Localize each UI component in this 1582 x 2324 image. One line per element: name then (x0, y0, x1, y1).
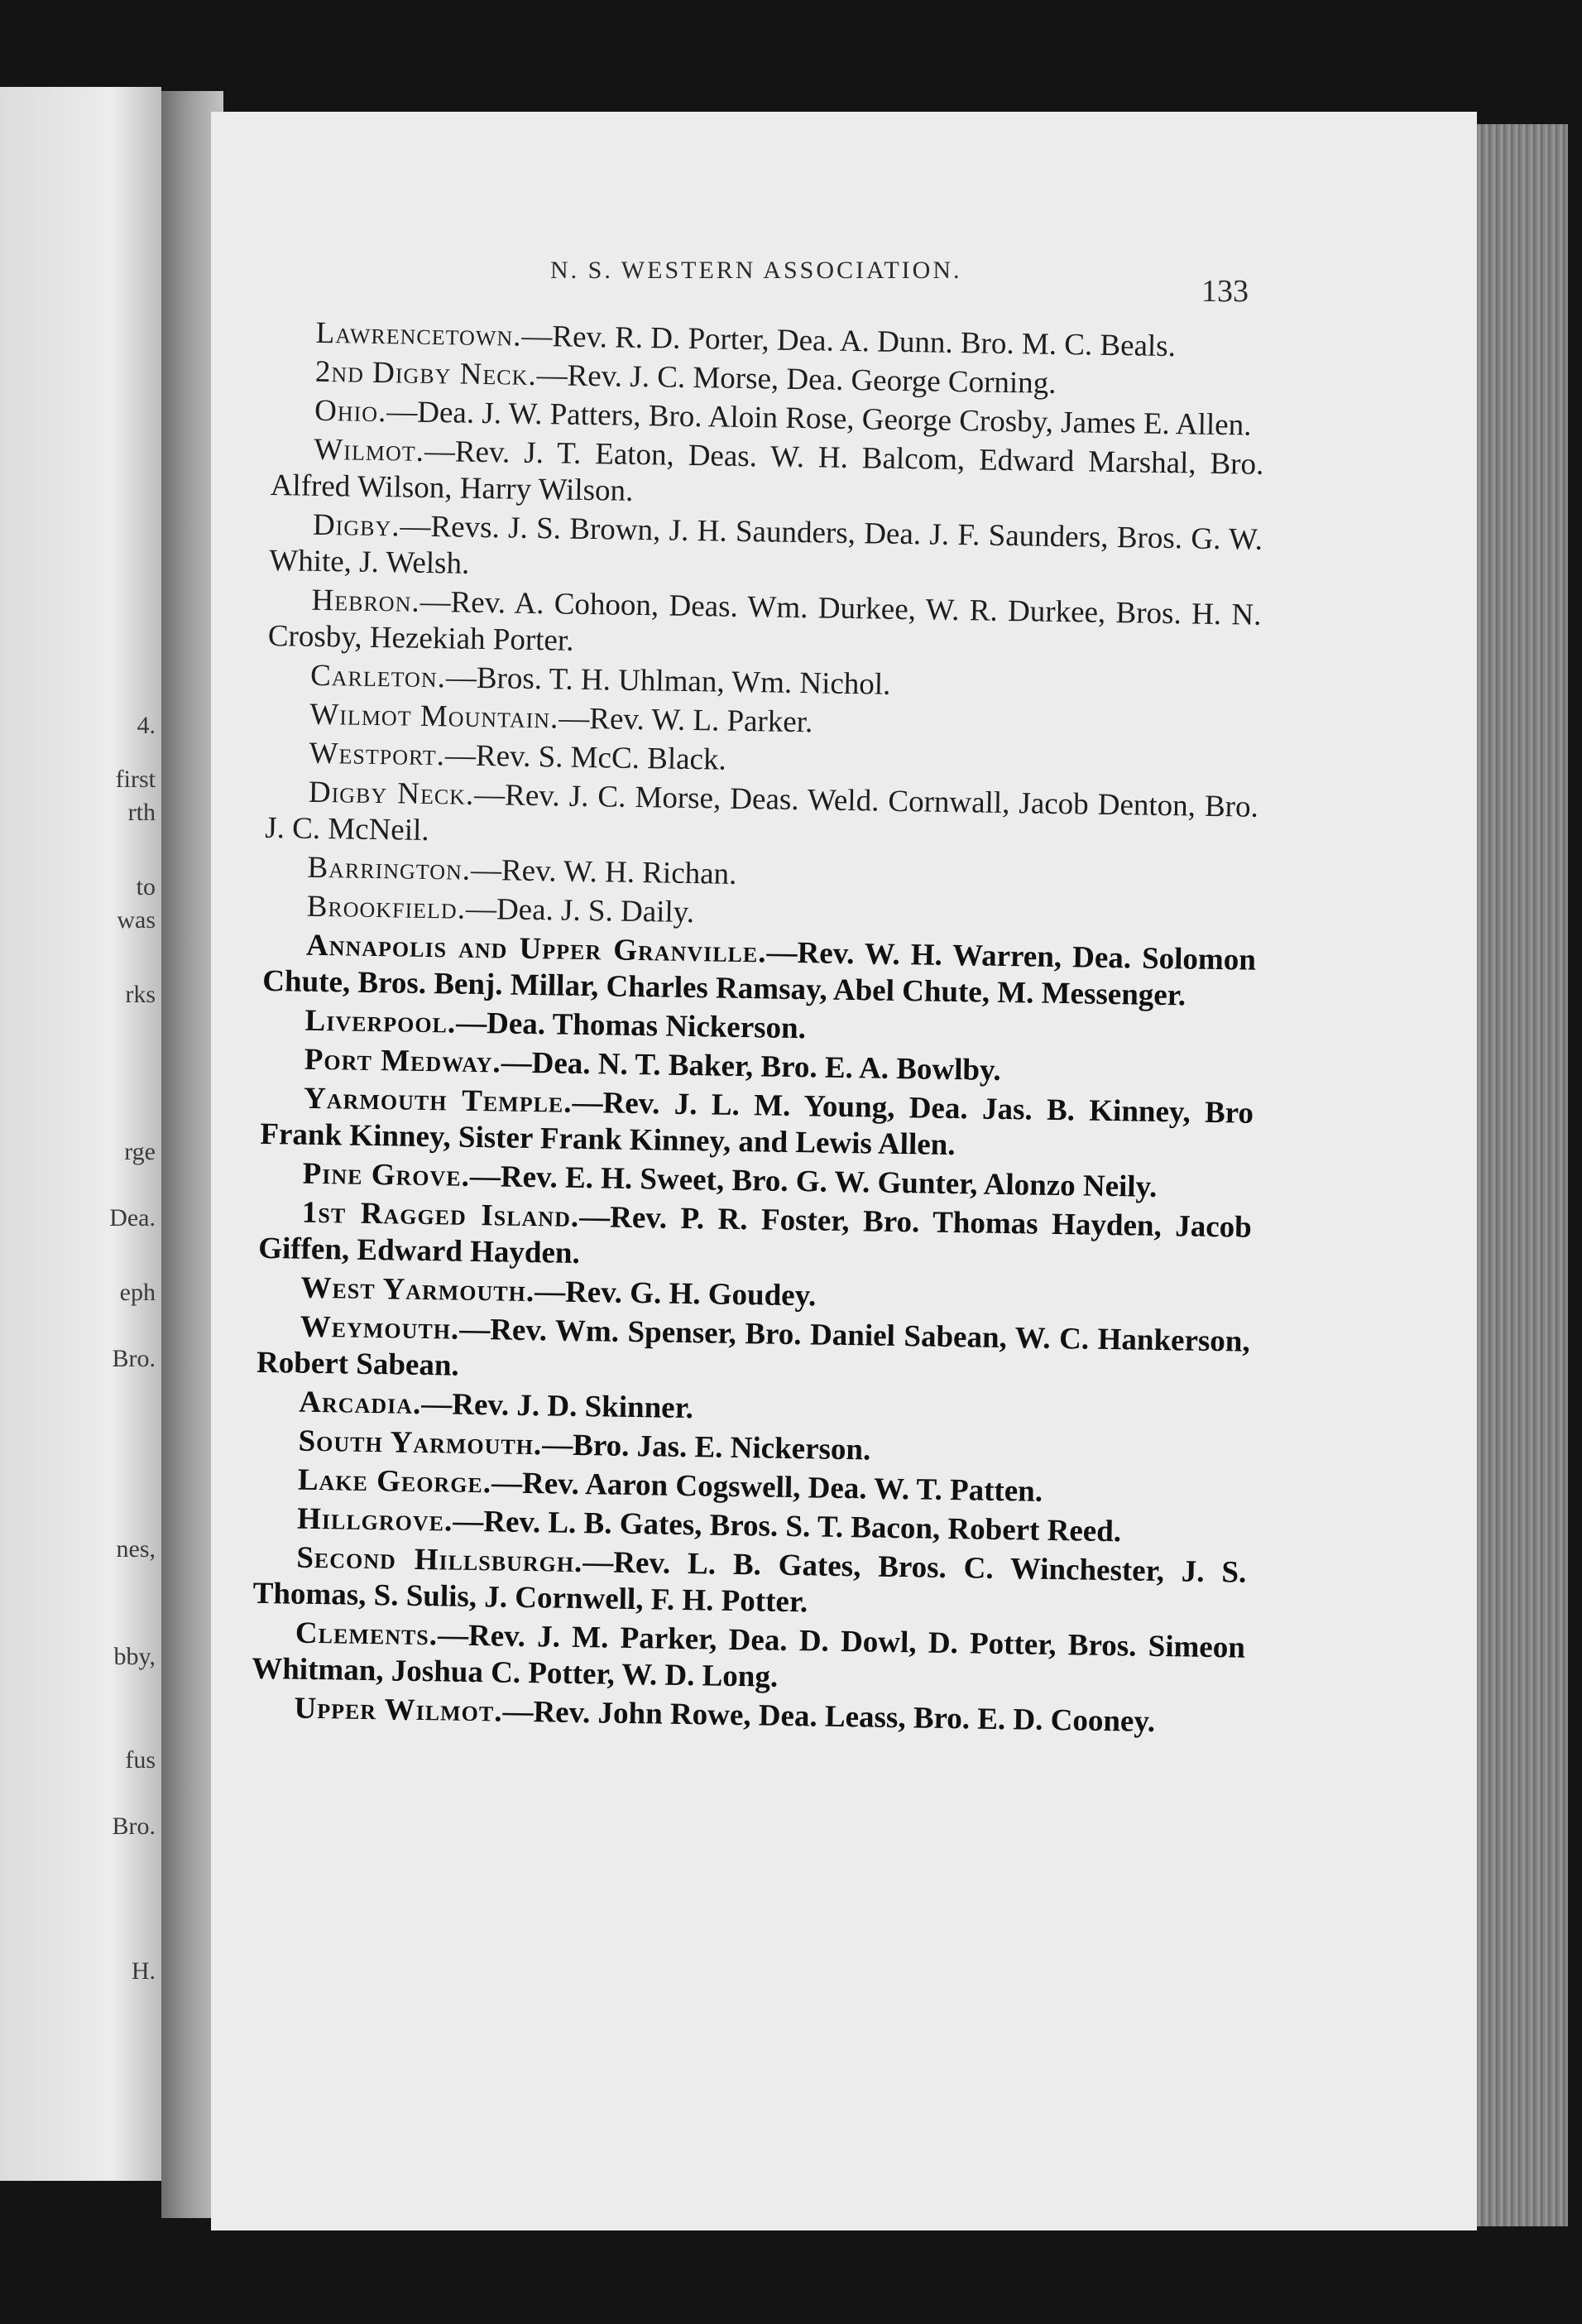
church-name: Digby Neck. (308, 775, 475, 812)
left-page-fragment: Bro. (112, 1813, 156, 1840)
delegate-entry (265, 774, 1258, 862)
left-page-fragment: 4. (137, 712, 156, 739)
delegate-entry (268, 582, 1262, 670)
delegate-names: —Rev. R. D. Porter, Dea. A. Dunn. Bro. M. C. Beals. (521, 319, 1177, 364)
left-page-fragment: Dea. (109, 1204, 156, 1232)
delegate-names: —Bro. Jas. E. Nickerson. (541, 1428, 871, 1467)
delegate-entry (270, 431, 1263, 520)
delegate-names: —Rev. L. B. Gates, Bros. S. T. Bacon, Robert Reed. (452, 1504, 1122, 1549)
page-number: 133 (1201, 274, 1249, 309)
delegate-names: —Rev. John Rowe, Dea. Leass, Bro. E. D. Cooney. (502, 1694, 1156, 1739)
church-name: Westport. (309, 736, 446, 773)
left-page-fragment: Bro. (112, 1345, 156, 1372)
church-name: West Yarmouth. (300, 1270, 535, 1309)
left-page-fragment: eph (119, 1279, 156, 1306)
delegate-entry (269, 507, 1263, 595)
church-name: Clements. (295, 1616, 439, 1653)
left-page-fragment: to (136, 873, 156, 900)
left-page-fragment: nes, (116, 1535, 156, 1563)
church-name: Arcadia. (299, 1385, 422, 1421)
left-page-fragment: bby, (113, 1643, 156, 1670)
left-page-fragment: first (115, 766, 156, 793)
church-name: Carleton. (309, 658, 447, 695)
delegate-names: —Rev. W. L. Parker. (558, 701, 813, 740)
delegate-names: —Rev. S. McC. Black. (444, 738, 727, 777)
church-name: South Yarmouth. (298, 1424, 543, 1462)
left-page (0, 87, 161, 2181)
church-name: Hillgrove. (296, 1501, 453, 1539)
delegate-names: —Rev. L. B. Gates, Bros. C. Winchester, J. S. Thomas, S. Sulis, J. Cornwell, F. H. Potter. (252, 1545, 1247, 1620)
delegate-names: —Rev. J. C. Morse, Dea. George Corning. (536, 358, 1057, 401)
delegate-names: —Rev. Wm. Spenser, Bro. Daniel Sabean, W. C. Hankerson, Robert Sabean. (256, 1312, 1250, 1383)
church-name: Liverpool. (304, 1003, 457, 1040)
left-page-fragment: rth (127, 799, 156, 826)
church-name: 2nd Digby Neck. (314, 354, 538, 393)
delegate-names: —Revs. J. S. Brown, J. H. Saunders, Dea. J. F. Saunders, Bros. G. W. White, J. Welsh. (269, 509, 1263, 581)
church-name: Barrington. (307, 850, 472, 887)
church-name: Brookfield. (306, 889, 467, 926)
delegate-names: —Rev. J. C. Morse, Deas. Weld. Cornwall, Jacob Denton, Bro. J. C. McNeil. (264, 777, 1259, 848)
delegate-names: —Dea. N. T. Baker, Bro. E. A. Bowlby. (501, 1045, 1002, 1088)
church-name: Hebron. (311, 583, 420, 619)
delegate-entry (252, 1539, 1246, 1628)
delegate-entry (256, 1308, 1250, 1397)
delegate-names: —Rev. J. T. Eaton, Deas. W. H. Balcom, Edward Marshal, Bro. Alfred Wilson, Harry Wilson. (270, 434, 1264, 508)
delegate-names: —Rev. J. L. M. Young, Dea. Jas. B. Kinney, Bro Frank Kinney, Sister Frank Kinney, and Lewis Allen. (260, 1085, 1254, 1163)
delegate-names: —Rev. A. Cohoon, Deas. Wm. Durkee, W. R. Durkee, Bros. H. N. Crosby, Hezekiah Porter. (267, 584, 1262, 658)
church-name: Ohio. (314, 393, 387, 430)
left-page-fragment: rge (124, 1138, 156, 1165)
delegate-names: —Bros. T. H. Uhlman, Wm. Nichol. (445, 660, 891, 702)
church-name: Yarmouth Temple. (303, 1081, 573, 1120)
church-name: Wilmot. (314, 432, 425, 468)
church-name: Port Medway. (304, 1042, 502, 1080)
delegate-entry (260, 1080, 1254, 1169)
delegate-entry (262, 927, 1256, 1016)
left-page-fragment: rks (125, 981, 156, 1008)
church-name: Upper Wilmot. (294, 1691, 503, 1729)
church-name: Digby. (312, 507, 400, 544)
page-edges (1477, 124, 1568, 2226)
church-name: Weymouth. (300, 1309, 460, 1347)
delegate-names: —Rev. J. D. Skinner. (421, 1386, 694, 1426)
delegate-names: —Rev. E. H. Sweet, Bro. G. W. Gunter, Alonzo Neily. (469, 1159, 1158, 1204)
church-name: Second Hillsburgh. (296, 1540, 583, 1580)
delegate-names: —Rev. J. M. Parker, Dea. D. Dowl, D. Potter, Bros. Simeon Whitman, Joshua C. Potter, W. D. Long. (251, 1618, 1246, 1694)
delegate-names: —Dea. J. S. Daily. (465, 891, 695, 930)
delegate-entry (252, 1615, 1245, 1703)
delegate-names: —Dea. J. W. Patters, Bro. Aloin Rose, George Crosby, James E. Allen. (386, 395, 1252, 443)
church-name: Annapolis and Upper Granville. (305, 928, 767, 970)
delegate-names: —Rev. Aaron Cogswell, Dea. W. T. Patten. (491, 1466, 1043, 1509)
running-head: N. S. WESTERN ASSOCIATION. (550, 257, 962, 284)
church-delegate-list (251, 315, 1266, 1745)
church-name: Lawrencetown. (315, 315, 522, 353)
church-name: Wilmot Mountain. (309, 697, 559, 736)
delegate-names: —Rev. W. H. Warren, Dea. Solomon Chute, Bros. Benj. Millar, Charles Ramsay, Abel Chute, M. Messenger. (262, 935, 1257, 1013)
delegate-names: —Rev. W. H. Richan. (470, 852, 737, 891)
delegate-entry (258, 1194, 1252, 1283)
left-page-fragment: fus (125, 1746, 156, 1774)
left-page-fragment: H. (131, 1957, 156, 1985)
delegate-names: —Rev. P. R. Foster, Bro. Thomas Hayden, Jacob Giffen, Edward Hayden. (257, 1199, 1253, 1270)
delegate-names: —Dea. Thomas Nickerson. (455, 1006, 807, 1046)
church-name: Lake George. (297, 1462, 492, 1501)
church-name: Pine Grove. (302, 1156, 471, 1193)
church-name: 1st Ragged Island. (301, 1195, 580, 1234)
delegate-names: —Rev. G. H. Goudey. (534, 1275, 817, 1313)
left-page-fragment: was (117, 906, 156, 934)
